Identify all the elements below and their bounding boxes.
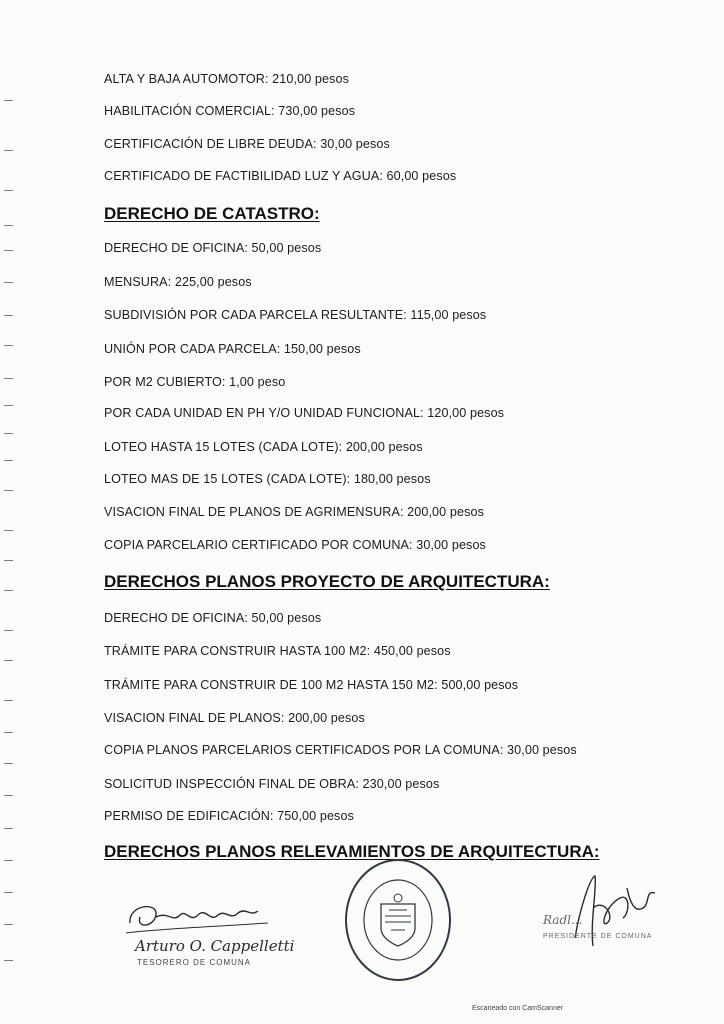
fee-line: SOLICITUD INSPECCIÓN FINAL DE OBRA: 230,00 pesos xyxy=(104,777,440,791)
fee-line: TRÁMITE PARA CONSTRUIR DE 100 M2 HASTA 150 M2: 500,00 pesos xyxy=(104,678,519,692)
section-heading-catastro: DERECHO DE CATASTRO: xyxy=(104,204,320,223)
fee-line: LOTEO MAS DE 15 LOTES (CADA LOTE): 180,00 pesos xyxy=(104,472,431,486)
fee-line: VISACION FINAL DE PLANOS DE AGRIMENSURA: 200,00 pesos xyxy=(104,505,484,519)
section-heading-relevamientos: DERECHOS PLANOS RELEVAMIENTOS DE ARQUITECTURA: xyxy=(104,842,600,861)
binding-edge-marks xyxy=(4,60,18,980)
fee-line: LOTEO HASTA 15 LOTES (CADA LOTE): 200,00 pesos xyxy=(104,440,423,454)
fee-line: HABILITACIÓN COMERCIAL: 730,00 pesos xyxy=(104,104,356,118)
fee-line: DERECHO DE OFICINA: 50,00 pesos xyxy=(104,241,322,255)
official-seal-icon xyxy=(343,858,453,983)
fee-line: UNIÓN POR CADA PARCELA: 150,00 pesos xyxy=(104,342,361,356)
fee-line: CERTIFICADO DE FACTIBILIDAD LUZ Y AGUA: 60,00 pesos xyxy=(104,169,457,183)
scanner-watermark: Escaneado con CamScanner xyxy=(472,1005,564,1012)
fee-line: COPIA PARCELARIO CERTIFICADO POR COMUNA: 30,00 pesos xyxy=(104,538,486,552)
fee-line: TRÁMITE PARA CONSTRUIR HASTA 100 M2: 450,00 pesos xyxy=(104,644,451,658)
signature-left-role: TESORERO DE COMUNA xyxy=(137,958,252,967)
fee-line: ALTA Y BAJA AUTOMOTOR: 210,00 pesos xyxy=(104,72,349,86)
fee-line: COPIA PLANOS PARCELARIOS CERTIFICADOS POR LA COMUNA: 30,00 pesos xyxy=(104,743,577,757)
section-heading-proyecto: DERECHOS PLANOS PROYECTO DE ARQUITECTURA: xyxy=(104,572,550,591)
fee-line: VISACION FINAL DE PLANOS: 200,00 pesos xyxy=(104,711,365,725)
fee-line: CERTIFICACIÓN DE LIBRE DEUDA: 30,00 pesos xyxy=(104,137,390,151)
fee-line: POR M2 CUBIERTO: 1,00 peso xyxy=(104,375,286,389)
fee-line: SUBDIVISIÓN POR CADA PARCELA RESULTANTE: 115,00 pesos xyxy=(104,308,487,322)
signature-right-role: PRESIDENTE DE COMUNA xyxy=(543,933,653,940)
fee-line: POR CADA UNIDAD EN PH Y/O UNIDAD FUNCIONAL: 120,00 pesos xyxy=(104,406,505,420)
fee-line: DERECHO DE OFICINA: 50,00 pesos xyxy=(104,611,322,625)
fee-line: PERMISO DE EDIFICACIÓN: 750,00 pesos xyxy=(104,809,354,823)
fee-line: MENSURA: 225,00 pesos xyxy=(104,275,252,289)
signature-left-name: Arturo O. Cappelletti xyxy=(135,937,295,955)
signature-right-name: Radl... xyxy=(543,913,583,927)
